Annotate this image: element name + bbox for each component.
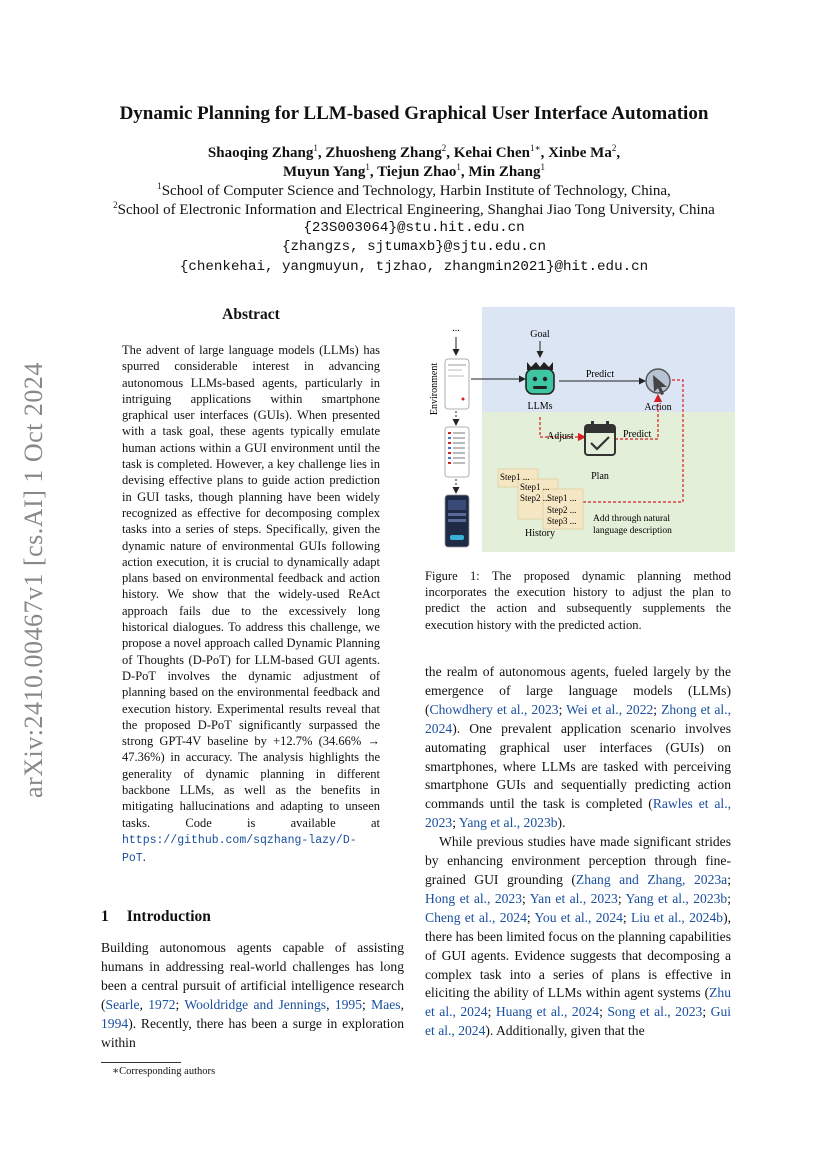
footnote-rule xyxy=(101,1062,181,1063)
environment-label: Environment xyxy=(429,362,440,416)
paragraph-text: the realm of autonomous agents, fueled largely by the emergence of large language models (LLMs) ( xyxy=(425,664,731,717)
intro-text: , xyxy=(400,996,405,1012)
paragraph-text: ). One prevalent application scenario involves automating graphical user interfaces (GUIs) on smartphones, where LLMs are tasked with perceiving smartphone GUIs and sequentially predicting action commands until the task is completed ( xyxy=(425,720,731,812)
phone-screenshot-1 xyxy=(445,359,469,409)
section-title: Introduction xyxy=(126,908,211,925)
citation-link[interactable]: 1972 xyxy=(148,996,176,1012)
paragraph-text: ), there has been limited focus on the planning capabilities of GUI agents. Evidence suggests that decomposing a complex task into a series of plans is effective in eliciting the ability of LLMs within agent systems ( xyxy=(425,909,731,1001)
author-name: Min Zhang xyxy=(468,164,541,180)
paragraph-text: ; xyxy=(452,815,459,831)
author-affiliation-sup: 1∗ xyxy=(529,143,541,153)
affiliation-text: School of Electronic Information and Electrical Engineering, Shanghai Jiao Tong University, China xyxy=(117,202,715,218)
phone-screenshot-3 xyxy=(445,495,469,547)
intro-text: , xyxy=(326,996,335,1012)
citation-link[interactable]: Chowdhery et al., 2023 xyxy=(429,701,559,717)
author-affiliation-sup: 1 xyxy=(540,162,546,172)
section-number: 1 xyxy=(101,908,109,925)
citation-link[interactable]: Song et al., 2023 xyxy=(607,1004,703,1020)
figure-1 xyxy=(425,307,735,557)
predict-top-label: Predict xyxy=(585,369,615,380)
paragraph-text: ; xyxy=(727,871,731,887)
citation-link[interactable]: Wooldridge and Jennings xyxy=(184,996,327,1012)
paragraph-text: ; xyxy=(487,1004,496,1020)
email-line-3: {chenkehai, yangmuyun, tjzhao, zhangmin2021}@hit.edu.cn xyxy=(179,259,649,275)
paragraph-2 xyxy=(425,833,731,1041)
footnote: ∗Corresponding authors xyxy=(112,1066,216,1077)
action-label: Action xyxy=(644,402,672,413)
phone-screenshot-2 xyxy=(445,427,469,477)
abstract-text: The advent of large language models (LLMs) has spurred considerable interest in advancing autonomous LLMs-based agents, particularly in intriguing applications within smartphone graphical user interfaces (GUIs). When presented with a task goal, these agents typically emulate human actions within a GUI environment until the task is completed. However, a key challenge lies in devising effective plans to guide action prediction in GUI tasks, though planning have been widely recognized as effective for decomposing complex tasks into a series of steps. Specifically, given the dynamic nature of environmental GUIs following action execution, it is crucial to dynamically adapt plans based on environmental feedback and action history. We show that the widely-used ReAct approach fails due to the excessively long historical dialogues. To address this challenge, we propose a novel approach called Dynamic Planning of Thoughts (D-PoT) for LLM-based GUI agents. D-PoT involves the dynamic adjustment of planning based on the environmental feedback and execution history. Experimental results reveal that the proposed D-PoT significantly surpassed the strong GPT-4V baseline by +12.7% (34.66% → 47.36%) in accuracy. The analysis highlights the generality of dynamic planning in different backbone LLMs, as well as the benefits in mitigating hallucinations and adapting to unseen tasks. Code is available at xyxy=(122,343,380,830)
author-separator: , xyxy=(317,145,326,161)
paragraph-text: ; xyxy=(526,909,535,925)
history-step: Step1 ... xyxy=(500,472,530,482)
predict-mid-label: Predict xyxy=(623,429,652,440)
citation-link[interactable]: Hong et al., 2023 xyxy=(425,890,523,906)
paragraph-text: ; xyxy=(617,890,626,906)
author-name: Muyun Yang xyxy=(282,164,366,180)
author-separator: , xyxy=(616,145,621,161)
author-separator: , xyxy=(460,164,469,180)
citation-link[interactable]: Searle xyxy=(105,996,140,1012)
author-name: Zhuosheng Zhang xyxy=(325,145,442,161)
author-name: Shaoqing Zhang xyxy=(207,145,314,161)
author-name: Xinbe Ma xyxy=(548,145,612,161)
citation-link[interactable]: Yan et al., 2023 xyxy=(529,890,618,906)
arxiv-stamp-text: arXiv:2410.00467v1 [cs.AI] 1 Oct 2024 xyxy=(19,362,48,798)
paragraph-text: ). Additionally, given that the xyxy=(485,1023,645,1039)
citation-link[interactable]: Maes xyxy=(371,996,401,1012)
citation-link[interactable]: Zhang and Zhang, 2023a xyxy=(575,871,728,887)
affiliation-sup: 1 xyxy=(157,181,162,191)
citation-link[interactable]: Gui et al., 2024 xyxy=(425,1004,732,1039)
add-note-line1: Add through natural xyxy=(593,514,671,524)
email-line-2: {zhangzs, sjtumaxb}@sjtu.edu.cn xyxy=(282,239,546,255)
author-separator: , xyxy=(369,164,378,180)
paragraph-1 xyxy=(425,663,731,833)
author-affiliation-sup: 1 xyxy=(365,162,370,172)
llms-label: LLMs xyxy=(527,401,553,412)
adjust-label: Adjust xyxy=(547,431,574,442)
paragraph-text: ). xyxy=(557,815,566,831)
affiliation-2 xyxy=(0,200,828,219)
right-column-text xyxy=(425,663,731,1041)
author-affiliation-sup: 2 xyxy=(441,143,447,153)
paragraph-text: ; xyxy=(558,701,567,717)
author-separator: , xyxy=(540,145,549,161)
paragraph-text: ; xyxy=(622,909,631,925)
top-panel xyxy=(482,307,735,412)
citation-link[interactable]: Wei et al., 2022 xyxy=(566,701,654,717)
affiliation-sup: 2 xyxy=(113,200,118,210)
citation-link[interactable]: Huang et al., 2024 xyxy=(495,1004,600,1020)
paragraph-text: ; xyxy=(599,1004,608,1020)
figure-diagram xyxy=(425,307,735,557)
citation-link[interactable]: Cheng et al., 2024 xyxy=(425,909,527,925)
affiliation-text: School of Computer Science and Technology, Harbin Institute of Technology, China, xyxy=(161,183,671,199)
history-label: History xyxy=(525,528,555,539)
intro-text: ; xyxy=(362,996,372,1012)
add-note-line2: language description xyxy=(593,526,672,536)
top-dots: ... xyxy=(452,323,460,334)
citation-link[interactable]: Rawles et al., 2023 xyxy=(425,796,732,831)
paragraph-text: ; xyxy=(522,890,530,906)
history-step: Step2 ... xyxy=(520,493,550,503)
author-affiliation-sup: 2 xyxy=(611,143,617,153)
plan-label: Plan xyxy=(591,471,609,482)
paragraph-text: While previous studies have made significant strides by enhancing environment perception through fine-grained GUI grounding ( xyxy=(425,834,731,887)
citation-link[interactable]: You et al., 2024 xyxy=(534,909,623,925)
abstract-body xyxy=(122,342,380,868)
intro-text: , xyxy=(139,996,149,1012)
citation-link[interactable]: 1994 xyxy=(101,1015,129,1031)
citation-link[interactable]: Yang et al., 2023b xyxy=(458,815,558,831)
author-line-2 xyxy=(0,162,828,181)
citation-link[interactable]: 1995 xyxy=(334,996,363,1012)
abstract-heading: Abstract xyxy=(222,306,280,323)
author-line-1 xyxy=(0,143,828,162)
introduction-paragraph xyxy=(101,939,404,1052)
history-step: Step3 ... xyxy=(547,516,577,526)
paper-title: Dynamic Planning for LLM-based Graphical User Interface Automation xyxy=(119,103,709,124)
section-heading-introduction xyxy=(101,908,211,926)
affiliation-1 xyxy=(0,181,828,200)
code-link[interactable]: https://github.com/sqzhang-lazy/D-PoT xyxy=(122,833,357,866)
citation-link[interactable]: Yang et al., 2023b xyxy=(625,890,728,906)
paragraph-text: ; xyxy=(653,701,662,717)
author-separator: , xyxy=(446,145,454,161)
author-name: Tiejun Zhao xyxy=(377,164,457,180)
author-affiliation-sup: 1 xyxy=(313,143,318,153)
intro-text: ; xyxy=(175,996,185,1012)
citation-link[interactable]: Zhu et al., 2024 xyxy=(425,985,731,1020)
paragraph-text: ; xyxy=(727,890,731,906)
history-step: Step2 ... xyxy=(547,505,577,515)
history-step: Step1 ... xyxy=(547,493,577,503)
intro-text: ). Recently, there has been a surge in exploration within xyxy=(101,1015,404,1050)
arxiv-stamp xyxy=(4,300,64,860)
abstract-end: . xyxy=(142,850,146,865)
citation-link[interactable]: Zhong et al., 2024 xyxy=(425,701,731,736)
email-line-1: {23S003064}@stu.hit.edu.cn xyxy=(303,220,525,236)
history-step: Step1 ... xyxy=(520,482,550,492)
goal-label: Goal xyxy=(530,329,550,340)
plan-calendar-icon xyxy=(585,421,615,455)
figure-caption: Figure 1: The proposed dynamic planning method incorporates the execution history to adjust the plan to predict the action and subsequently supplements the execution history with the predicted action. xyxy=(425,569,731,632)
author-name: Kehai Chen xyxy=(453,145,530,161)
citation-link[interactable]: Liu et al., 2024b xyxy=(630,909,724,925)
paragraph-text: ; xyxy=(702,1004,711,1020)
author-affiliation-sup: 1 xyxy=(456,162,461,172)
intro-text: Building autonomous agents capable of assisting humans in addressing real-world challenges has long been a central pursuit of artificial intelligence research ( xyxy=(101,940,404,1012)
